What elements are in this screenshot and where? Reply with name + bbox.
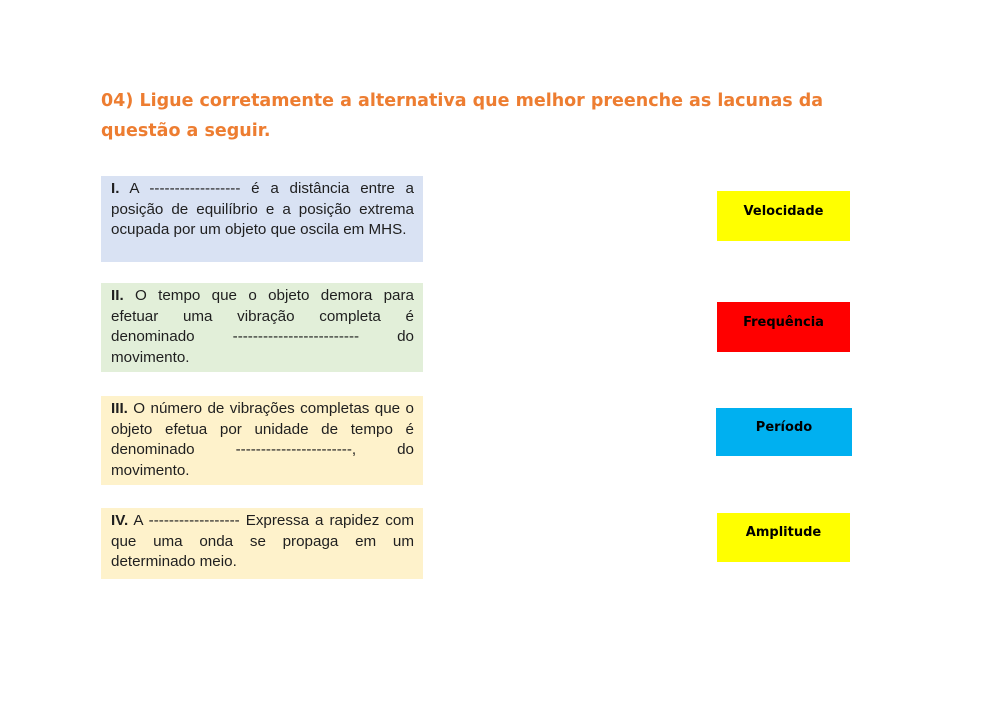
option-amplitude[interactable]: Amplitude xyxy=(717,513,850,562)
statement-number: III. xyxy=(111,400,128,417)
statement-3[interactable] xyxy=(101,396,423,485)
question-title: 04) Ligue corretamente a alternativa que melhor preenche as lacunas da questão a seguir. xyxy=(101,91,824,141)
statement-text: O número de vibrações completas que o objeto efetua por unidade de tempo é denominado -----------------------, do movimento. xyxy=(111,400,414,480)
statement-2[interactable] xyxy=(101,283,423,372)
statement-number: I. xyxy=(111,180,120,197)
statement-text: O tempo que o objeto demora para efetuar uma vibração completa é denominado ------------------------- do movimento. xyxy=(111,287,414,367)
option-periodo[interactable]: Período xyxy=(716,408,852,456)
statement-1[interactable] xyxy=(101,176,423,262)
statement-text: A ------------------ Expressa a rapidez com que uma onda se propaga em um determinado meio. xyxy=(111,512,414,571)
statement-number: IV. xyxy=(111,512,129,529)
statement-number: II. xyxy=(111,287,124,304)
option-velocidade[interactable]: Velocidade xyxy=(717,191,850,241)
option-frequencia[interactable]: Frequência xyxy=(717,302,850,352)
statement-4[interactable] xyxy=(101,508,423,579)
statement-text: A ------------------ é a distância entre a posição de equilíbrio e a posição extrema ocupada por um objeto que oscila em MHS. xyxy=(111,180,414,239)
